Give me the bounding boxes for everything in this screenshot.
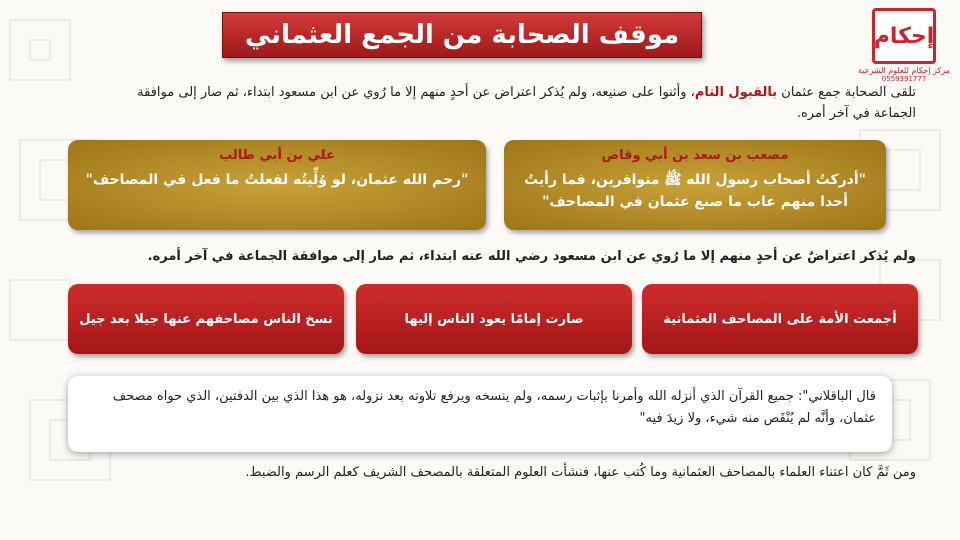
intro-text-end: ، وأثنوا على صنيعه، ولم يُذكر اعتراض عن أحدٍ منهم إلا ما رُوي عن ابن مسعود ابتداء، ثم صار إلى موافقة الجماعة في آخر أمره. xyxy=(137,85,916,121)
logo-number: 0559391777 xyxy=(881,75,927,83)
intro-text-start: تلقى الصحابة جمع عثمان xyxy=(777,85,916,100)
quote-card-musab xyxy=(504,140,886,230)
result-card: أجمعت الأمة على المصاحف العثمانية xyxy=(642,284,918,354)
logo xyxy=(858,8,950,86)
middle-paragraph: ولم يُذكر اعتراضٌ عن أحدٍ منهم إلا ما رُوي عن ابن مسعود رضي الله عنه ابتداء، ثم صار إلى موافقة الجماعة في آخر أمره. xyxy=(147,249,916,264)
closing-paragraph: ومن ثَمَّ كان اعتناء العلماء بالمصاحف العثمانية وما كُتب عنها، فنشأت العلوم المتعلقة بالمصحف الشريف كعلم الرسم والضبط. xyxy=(245,465,916,480)
background-pattern-left xyxy=(0,0,140,540)
quote-author: علي بن أبي طالب xyxy=(219,148,335,163)
result-card: صارت إمامًا يعود الناس إليها xyxy=(356,284,632,354)
quote-text: "أدركتُ أصحاب رسول الله ﷺ متوافرين، فما رأيتُ أحدا منهم عاب ما صنع عثمان في المصاحف" xyxy=(524,172,866,210)
intro-highlight: بالقبول التام xyxy=(694,85,778,100)
logo-mark: إحكام xyxy=(872,8,936,64)
quote-text: "رحم الله عثمان، لو وُلِّيتُه لفعلتُ ما فعل في المصاحف" xyxy=(85,172,469,188)
page-title-bar xyxy=(222,12,702,58)
logo-subtitle: مركز إحكام للعلوم الشرعية xyxy=(858,66,950,75)
intro-paragraph xyxy=(96,82,916,124)
baqillani-quote: قال الباقلاني": جميع القرآن الذي أنزله الله وأمرنا بإثبات رسمه، ولم ينسخه ويرفع تلاوته بعد نزوله، هو هذا الذي بين الدفتين، الذي حواه مصحف عثمان، وأنَّه لم يُنْقَص منه شيء، ولا زيدَ فيه" xyxy=(112,389,876,426)
page-title: موقف الصحابة من الجمع العثماني xyxy=(244,20,680,50)
quote-card-ali xyxy=(68,140,486,230)
result-card: نسخ الناس مصاحفهم عنها جيلا بعد جيل xyxy=(68,284,344,354)
baqillani-quote-box xyxy=(68,376,892,452)
quote-author: مصعب بن سعد بن أبي وقاص xyxy=(601,148,789,163)
